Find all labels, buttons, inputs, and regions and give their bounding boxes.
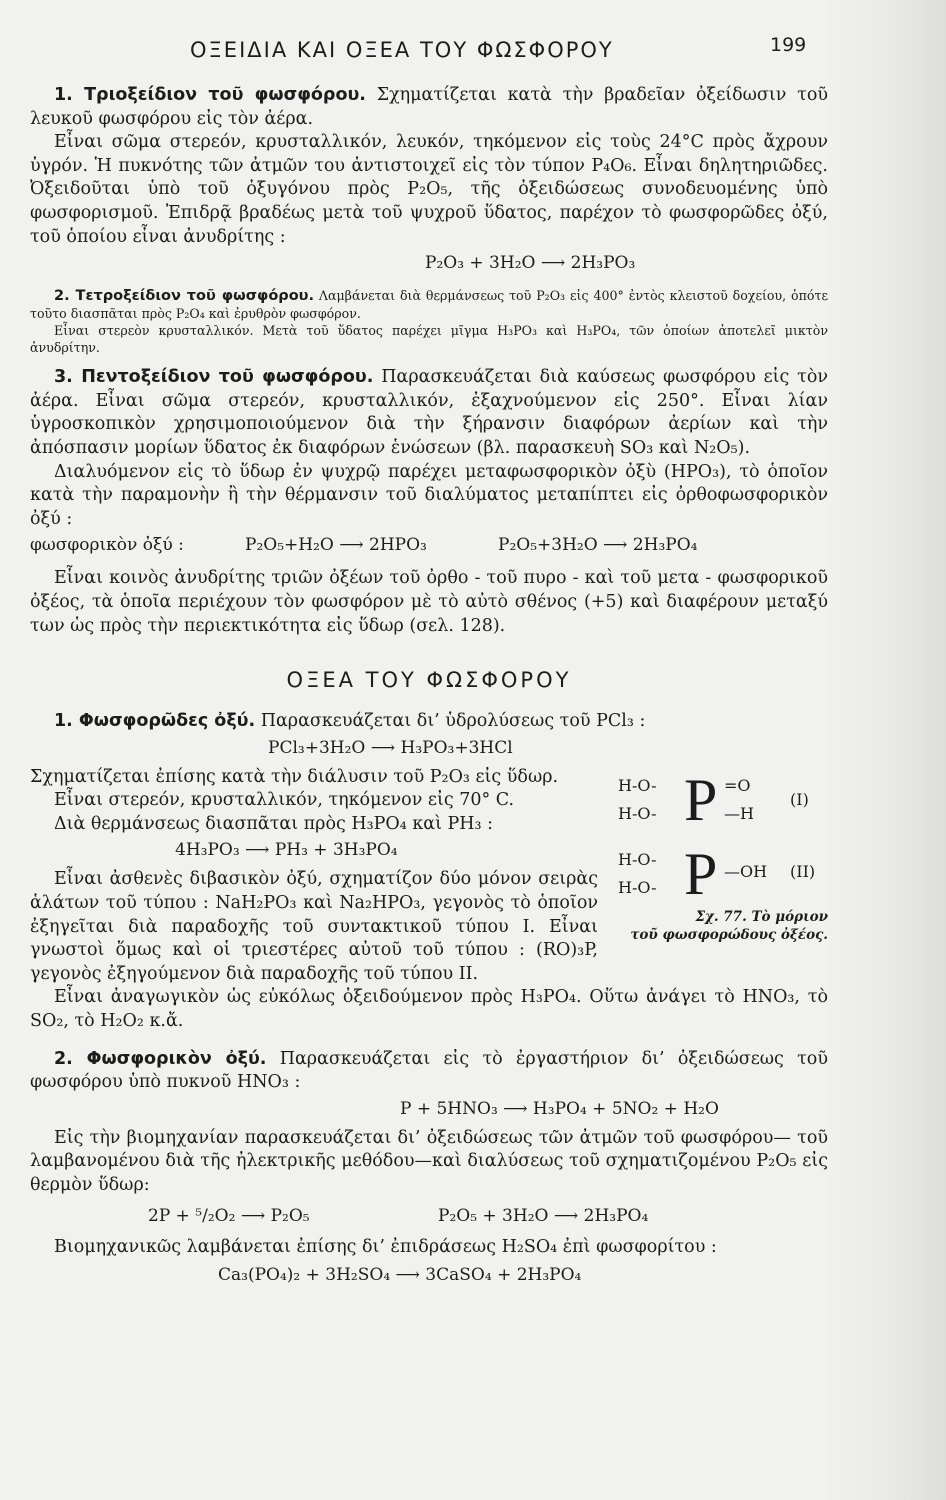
caption-line-1: Σχ. 77. Τὸ μόριον	[695, 908, 828, 925]
struct1-hydrogen: —H	[724, 803, 754, 823]
phosphorous-eq-2-row	[30, 840, 828, 864]
pentoxide-eq-label: φωσφορικὸν ὀξύ :	[30, 535, 184, 556]
phosphorous-text-4: Εἶναι ἀσθενὲς διβασικὸν ὀξύ, σχηματίζον δύο μόνον σειρὰς ἁλάτων τοῦ τύπου : NaH₂PO₃ καὶ Na₂HPO₃, γεγονὸς τὸ ὁποῖον ἐξηγεῖται διὰ παραδοχῆς τοῦ συντακτικοῦ τύπου I. Εἶναι γνωστοὶ ὅμως καὶ οἱ τριεστέρες αὐτοῦ τοῦ τύπου : (RO)₃P, γεγονὸς ἐξηγούμενον διὰ παραδοχῆς τοῦ τύπου II.	[30, 869, 598, 984]
phosphorous-eq-1-row	[30, 738, 828, 762]
page-number: 199	[770, 34, 807, 56]
section-tetroxide	[30, 287, 828, 356]
struct1-label: (I)	[790, 789, 809, 809]
phosphoric-eq-1-row	[30, 1099, 828, 1123]
phosphoric-text-3: Βιομηχανικῶς λαμβάνεται ἐπίσης δι’ ἐπιδράσεως H₂SO₄ ἐπὶ φωσφορίτου :	[54, 1236, 717, 1257]
section-trioxide	[30, 84, 828, 277]
section-phosphoric-acid	[30, 1048, 828, 1290]
heading-pentoxide: 3. Πεντοξείδιον τοῦ φωσφόρου.	[54, 367, 374, 388]
struct2-ho-top: H-O-	[618, 849, 657, 869]
pentoxide-text-1: Παρασκευάζεται διὰ καύσεως φωσφόρου εἰς τὸν ἀέρα. Εἶναι σῶμα στερεόν, κρυσταλλικόν, ἐξαχνούμενον εἰς 250°. Εἶναι λίαν ὑγροσκοπικὸν χρησιμοποιούμενον διὰ τὴν ξήρανσιν διαφόρων ἀερίων καὶ τὴν ἀπόσπασιν μορίων ὕδατος ἐκ διαφόρων ἑνώσεων (βλ. παρασκευὴ SO₃ καὶ N₂O₅).	[30, 367, 828, 458]
phosphoric-eq-1: P + 5HNO₃ ⟶ H₃PO₄ + 5NO₂ + H₂O	[400, 1098, 719, 1119]
struct1-oxygen: =O	[724, 775, 751, 795]
phosphoric-eq-2: 2P + ⁵/₂O₂ ⟶ P₂O₅	[148, 1205, 310, 1226]
phosphoric-eq-4: Ca₃(PO₄)₂ + 3H₂SO₄ ⟶ 3CaSO₄ + 2H₃PO₄	[218, 1265, 582, 1286]
structure-I	[618, 766, 828, 833]
figure-caption	[618, 908, 828, 944]
trioxide-equation: P₂O₃ + 3H₂O ⟶ 2H₃PO₃	[425, 253, 636, 274]
pentoxide-eq-2: P₂O₅+3H₂O ⟶ 2H₃PO₄	[498, 535, 698, 556]
pentoxide-eq-1: P₂O₅+H₂O ⟶ 2HPO₃	[245, 535, 427, 556]
heading-phosphorous-acid: 1. Φωσφορῶδες ὀξύ.	[54, 711, 256, 732]
struct2-ho-bottom: H-O-	[618, 877, 657, 897]
struct2-label: (II)	[790, 861, 816, 881]
pentoxide-text-3: Εἶναι κοινὸς ἀνυδρίτης τριῶν ὀξέων τοῦ ὀρθο - τοῦ πυρο - καὶ τοῦ μετα - φωσφορικοῦ ὀξέος, τὰ ὁποῖα περιέχουν τὸν φωσφόρον μὲ τὸ αὐτὸ σθένος (+5) καὶ διαφέρουν μεταξύ των ὡς πρὸς τὴν περιεκτικότητα εἰς ὕδωρ (σελ. 128).	[30, 568, 828, 636]
section-title-acids: ΟΞΕΑ ΤΟΥ ΦΩΣΦΟΡΟΥ	[286, 668, 572, 693]
phosphoric-text-1: Παρασκευάζεται εἰς τὸ ἐργαστήριον δι’ ὀξειδώσεως τοῦ φωσφόρου ὑπὸ πυκνοῦ HNO₃ :	[30, 1048, 828, 1093]
phosphorous-text-1: Σχηματίζεται ἐπίσης κατὰ τὴν διάλυσιν τοῦ P₂O₃ εἰς ὕδωρ.	[30, 766, 559, 787]
phosphorous-eq-2: 4H₃PO₃ ⟶ PH₃ + 3H₃PO₄	[175, 840, 398, 861]
trioxide-text-1: Σχηματίζεται κατὰ τὴν βραδεῖαν ὀξείδωσιν τοῦ λευκοῦ φωσφόρου εἰς τὸν ἀέρα.	[30, 85, 828, 129]
heading-trioxide: 1. Τριοξείδιον τοῦ φωσφόρου.	[54, 85, 366, 105]
struct1-phosphorus-symbol: P	[684, 766, 718, 833]
heading-tetroxide: 2. Τετροξείδιον τοῦ φωσφόρου.	[54, 288, 314, 305]
struct2-hydroxyl: —OH	[724, 861, 768, 881]
page-edge-shadow	[828, 0, 946, 1500]
phosphoric-eq-4-row	[30, 1265, 828, 1289]
section-pentoxide	[30, 366, 828, 638]
struct1-ho-bottom: H-O-	[618, 803, 657, 823]
trioxide-text-2: Εἶναι σῶμα στερεόν, κρυσταλλικόν, λευκόν, τηκόμενον εἰς τοὺς 24°C πρὸς ἄχρουν ὑγρόν. Ἡ πυκνότης τῶν ἀτμῶν του ἀντιστοιχεῖ εἰς τὸν τύπον P₄O₆. Εἶναι δηλητηριῶδες. Ὀξειδοῦται ὑπὸ τοῦ ὀξυγόνου πρὸς P₂O₅, τῆς ὀξειδώσεως συνοδευομένης ὑπὸ φωσφορισμοῦ. Ἐπιδρᾷ βραδέως μετὰ τοῦ ψυχροῦ ὕδατος, παρέχον τὸ φωσφορῶδες ὀξύ, τοῦ ὁποίου εἶναι ἀνυδρίτης :	[30, 132, 828, 247]
phosphorous-acid-intro: Παρασκευάζεται δι’ ὑδρολύσεως τοῦ PCl₃ :	[260, 711, 646, 732]
phosphorous-text-3: Διὰ θερμάνσεως διασπᾶται πρὸς H₃PO₄ καὶ PH₃ :	[54, 813, 494, 834]
phosphoric-eq-2-row	[30, 1206, 828, 1230]
section-phosphorous-acid	[30, 710, 828, 1034]
pentoxide-equations-row	[30, 535, 828, 559]
phosphorous-text-5: Εἶναι ἀναγωγικὸν ὡς εὐκόλως ὀξειδούμενον πρὸς H₃PO₄. Οὕτω ἀνάγει τὸ HNO₃, τὸ SO₂, τὸ H₂O₂ κ.ἄ.	[30, 987, 828, 1032]
caption-line-2: τοῦ φωσφορώδους ὀξέος.	[630, 926, 828, 943]
phosphoric-text-2: Εἰς τὴν βιομηχανίαν παρασκευάζεται δι’ ὀξειδώσεως τῶν ἀτμῶν τοῦ φωσφόρου— τοῦ λαμβανομένου διὰ τῆς ἠλεκτρικῆς μεθόδου—καὶ διαλύσεως τοῦ σχηματιζομένου P₂O₅ εἰς θερμὸν ὕδωρ:	[30, 1127, 828, 1195]
struct1-ho-top: H-O-	[618, 775, 657, 795]
trioxide-equation-row	[30, 253, 828, 277]
tetroxide-text-2: Εἶναι στερεὸν κρυσταλλικόν. Μετὰ τοῦ ὕδατος παρέχει μῖγμα H₃PO₃ καὶ H₃PO₄, τῶν ὁποίων ἀποτελεῖ μικτὸν ἀνυδρίτην.	[30, 323, 828, 356]
phosphoric-eq-3: P₂O₅ + 3H₂O ⟶ 2H₃PO₄	[438, 1205, 649, 1226]
phosphorous-eq-1: PCl₃+3H₂O ⟶ H₃PO₃+3HCl	[268, 737, 513, 758]
heading-phosphoric-acid: 2. Φωσφορικὸν ὀξύ.	[54, 1048, 267, 1069]
running-title: ΟΞΕΙΔΙΑ ΚΑΙ ΟΞΕΑ ΤΟΥ ΦΩΣΦΟΡΟΥ	[190, 38, 614, 62]
tetroxide-text-1: Λαμβάνεται διὰ θερμάνσεως τοῦ P₂O₃ εἰς 400° ἐντὸς κλειστοῦ δοχείου, ὁπότε τοῦτο διασπᾶται πρὸς P₂O₄ καὶ ἐρυθρὸν φωσφόρον.	[30, 288, 828, 322]
pentoxide-text-2: Διαλυόμενον εἰς τὸ ὕδωρ ἐν ψυχρῷ παρέχει μεταφωσφορικὸν ὀξὺ (HPO₃), τὸ ὁποῖον κατὰ τὴν παραμονὴν ἢ τὴν θέρμανσιν τοῦ διαλύματος μεταπίπτει εἰς ὀρθοφωσφορικὸν ὀξύ :	[30, 461, 828, 529]
page-header	[30, 30, 828, 74]
phosphorous-text-2: Εἶναι στερεόν, κρυσταλλικόν, τηκόμενον εἰς 70° C.	[54, 790, 515, 811]
struct2-phosphorus-symbol: P	[684, 840, 718, 907]
